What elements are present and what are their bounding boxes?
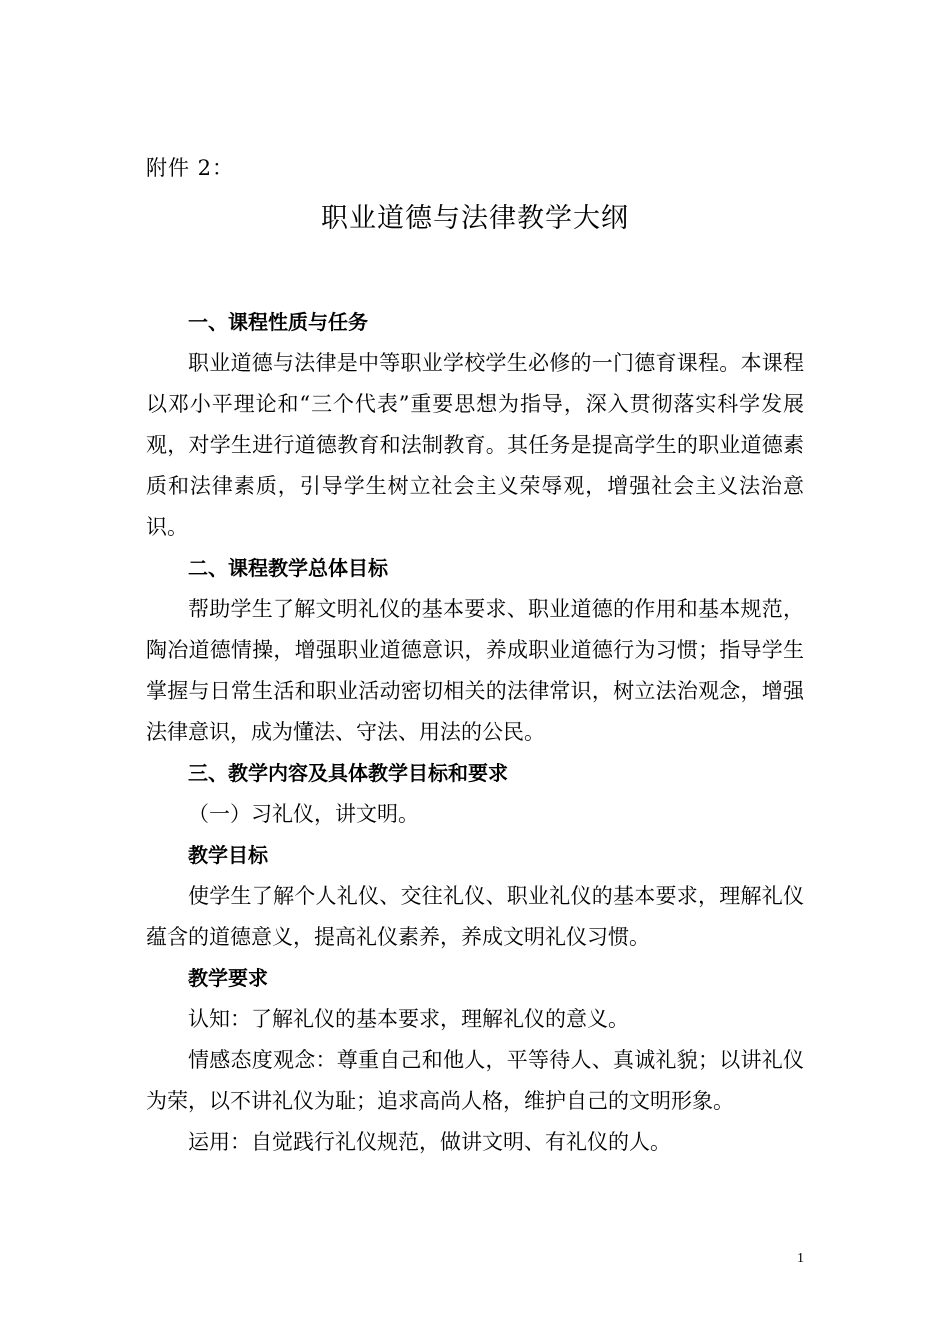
section-3-heading: 三、教学内容及具体教学目标和要求 bbox=[188, 761, 508, 785]
section-3-subheading: （一）习礼仪，讲文明。 bbox=[188, 802, 419, 826]
section-1-paragraph: 职业道德与法律是中等职业学校学生必修的一门德育课程。本课程以邓小平理论和“三个代表”重要思想为指导，深入贯彻落实科学发展观，对学生进行道德教育和法制教育。其任务是提高学生的职业道德素质和法律素质，引导学生树立社会主义荣辱观，增强社会主义法治意识。 bbox=[146, 351, 804, 539]
document-title: 职业道德与法律教学大纲 bbox=[321, 203, 629, 234]
section-2-paragraph: 帮助学生了解文明礼仪的基本要求、职业道德的作用和基本规范，陶冶道德情操，增强职业道德意识，养成职业道德行为习惯；指导学生掌握与日常生活和职业活动密切相关的法律常识，树立法治观念，增强法律意识，成为懂法、守法、用法的公民。 bbox=[146, 597, 804, 744]
document-body bbox=[146, 302, 804, 1163]
page-number: 1 bbox=[797, 1251, 804, 1266]
requirement-cognition: 认知：了解礼仪的基本要求，理解礼仪的意义。 bbox=[188, 1007, 629, 1031]
teaching-goal-heading: 教学目标 bbox=[188, 843, 268, 867]
teaching-goal-paragraph: 使学生了解个人礼仪、交往礼仪、职业礼仪的基本要求，理解礼仪蕴含的道德意义，提高礼仪素养，养成文明礼仪习惯。 bbox=[146, 884, 804, 949]
teaching-requirement-heading: 教学要求 bbox=[188, 966, 268, 990]
requirement-application: 运用：自觉践行礼仪规范，做讲文明、有礼仪的人。 bbox=[188, 1130, 671, 1154]
section-1-heading: 一、课程性质与任务 bbox=[188, 310, 368, 334]
requirement-attitude: 情感态度观念：尊重自己和他人，平等待人、真诚礼貌；以讲礼仪为荣，以不讲礼仪为耻；追求高尚人格，维护自己的文明形象。 bbox=[146, 1048, 804, 1113]
section-2-heading: 二、课程教学总体目标 bbox=[188, 556, 388, 580]
annex-label: 附件 2： bbox=[146, 156, 235, 180]
